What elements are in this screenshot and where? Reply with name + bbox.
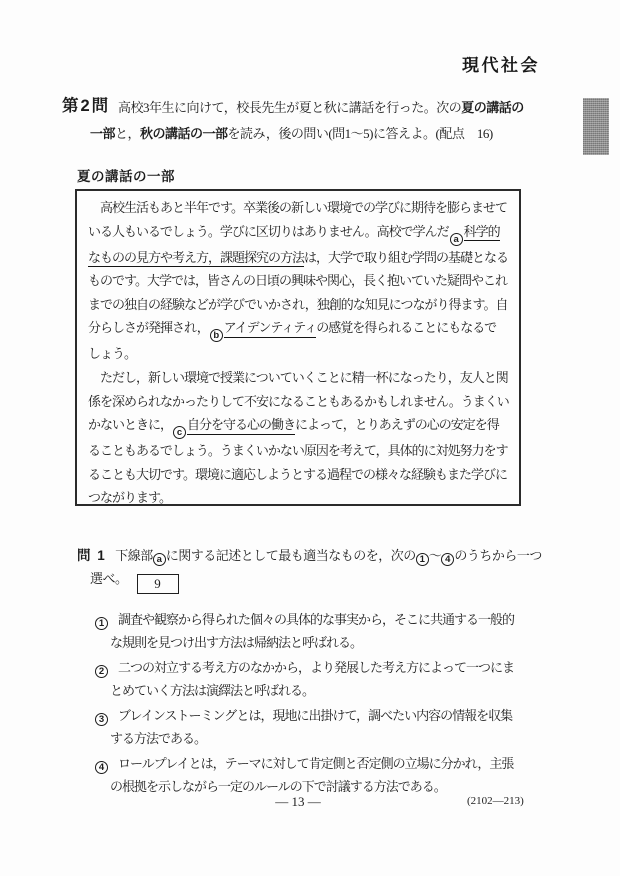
text-line: [88, 316, 513, 342]
text-line: [95, 728, 514, 751]
text-segment: いる人もいるでしょう。学びに区切りはありません。高校で学んだ: [88, 223, 449, 239]
option-number-icon: 4: [95, 761, 108, 774]
option-number-icon: 2: [95, 665, 108, 678]
underlined-text: なものの見方や考え方，課題探究の方法: [88, 250, 304, 268]
text-line: [88, 366, 513, 390]
text-segment: のうちから一つ: [454, 548, 542, 563]
text-segment: 一部: [90, 126, 116, 141]
circled-letter-icon: a: [450, 233, 463, 246]
text-segment: 高校3年生に向けて，校長先生が夏と秋に講話を行った。次の: [118, 100, 462, 115]
underlined-text: 科学的: [464, 224, 500, 242]
text-line: [88, 342, 513, 366]
text-segment: ～: [428, 548, 442, 563]
text-segment: の感覚を得られることにもなるで: [316, 320, 497, 336]
text-line: [95, 753, 514, 776]
text-segment: つながります。: [88, 490, 171, 506]
text-segment: ロールプレイとは，テーマに対して肯定側と否定側の立場に分かれ，主張: [118, 756, 514, 772]
text-segment: ブレインストーミングとは，現地に出掛けて，調べたい内容の情報を収集: [118, 708, 513, 724]
underlined-text: アイデンティティ: [224, 320, 317, 338]
text-line: [95, 632, 514, 655]
summer-lecture-label: 夏の講話の一部: [77, 169, 175, 184]
text-line: [88, 413, 513, 439]
text-segment: を読み，後の問い(問1～5)に答えよ。(配点 16): [227, 126, 493, 141]
text-segment: に関する記述として最も適当なものを，次の: [165, 548, 416, 563]
text-line: [88, 390, 513, 414]
text-segment: ものです。大学では，皆さんの日頃の興味や関心，長く抱いていた疑問やこれ: [88, 273, 507, 289]
underlined-text: 自分を守る心の働き: [187, 417, 295, 435]
text-line: [88, 269, 513, 293]
text-line: [95, 609, 514, 632]
text-line: [88, 293, 513, 317]
circled-number-icon: a: [153, 553, 166, 566]
option-number-icon: 1: [95, 617, 108, 630]
text-line: [88, 196, 513, 220]
text-line: [95, 705, 514, 728]
option-item: [95, 753, 514, 799]
text-line: [77, 544, 542, 567]
text-line: [88, 463, 513, 487]
text-segment: の根拠を示しながら一定のルールの下で討議する方法である。: [110, 779, 446, 795]
text-segment: とめていく方法は演繹法と呼ばれる。: [110, 682, 315, 698]
circled-number-icon: 1: [416, 553, 429, 566]
text-segment: ただし，新しい環境で授業についていくことに精一杯になったり，友人と関: [88, 369, 508, 385]
circled-number-icon: 4: [441, 553, 454, 566]
option-number-icon: 3: [95, 713, 108, 726]
answer-number-box: 9: [137, 574, 179, 594]
text-segment: ることも大切です。環境に適応しようとする過程での様々な経験もまた学びに: [88, 466, 507, 482]
text-segment: する方法である。: [110, 730, 207, 746]
text-line: [88, 439, 513, 463]
text-line: [95, 657, 514, 680]
text-segment: 高校生活もあと半年です。卒業後の新しい環境での学びに期待を膨らませて: [88, 200, 507, 215]
text-segment: しょう。: [88, 346, 137, 362]
question-2-number: 第2問: [62, 97, 111, 115]
text-segment: かないときに，: [88, 417, 173, 433]
text-line: [90, 121, 524, 147]
text-line: [88, 220, 513, 246]
text-segment: までの独自の経験などが学びでいかされ，独創的な知見につながり得ます。自: [88, 296, 508, 312]
page-number: — 13 —: [275, 794, 321, 809]
text-segment: 選べ。: [90, 571, 128, 586]
text-line: [88, 246, 513, 270]
summer-lecture-box: [75, 189, 521, 506]
option-item: [95, 657, 514, 703]
text-segment: ることもあるでしょう。うまくいかない原因を考えて，具体的に対処努力をす: [88, 443, 508, 459]
circled-letter-icon: b: [210, 329, 223, 342]
text-segment: は，大学で取り組む学問の基礎となる: [304, 249, 509, 265]
question-1-options: [95, 609, 514, 801]
text-segment: 夏の講話の: [461, 100, 524, 115]
text-segment: によって，とりあえずの心の安定を得: [295, 417, 499, 433]
option-item: [95, 609, 514, 655]
text-segment: 調査や観察から得られた個々の具体的な事実から，そこに共通する一般的: [118, 612, 515, 627]
booklet-code: (2102—213): [467, 795, 524, 807]
text-segment: 秋の講話の一部: [140, 126, 228, 141]
text-segment: 係を深められなかったりして不安になることもあるかもしれません。うまくい: [88, 393, 509, 409]
text-line: [90, 95, 524, 121]
text-segment: 二つの対立する考え方のなかから，より発展した考え方によって一つにま: [118, 660, 515, 676]
text-segment: と，: [115, 126, 141, 141]
option-item: [95, 705, 514, 751]
question-1-prompt: [77, 544, 542, 594]
text-line: [95, 680, 514, 703]
text-segment: 下線部: [115, 548, 153, 563]
circled-letter-icon: c: [173, 426, 186, 439]
page-title: 現代社会: [462, 56, 540, 75]
text-line: [88, 486, 513, 510]
section-tab-marker: [583, 98, 609, 155]
text-line: [77, 567, 542, 594]
text-segment: 問 1: [77, 548, 107, 563]
text-segment: な規則を見つけ出す方法は帰納法と呼ばれる。: [110, 634, 363, 650]
question-2-lead: [90, 95, 524, 147]
text-segment: 分らしさが発揮され，: [88, 320, 209, 336]
